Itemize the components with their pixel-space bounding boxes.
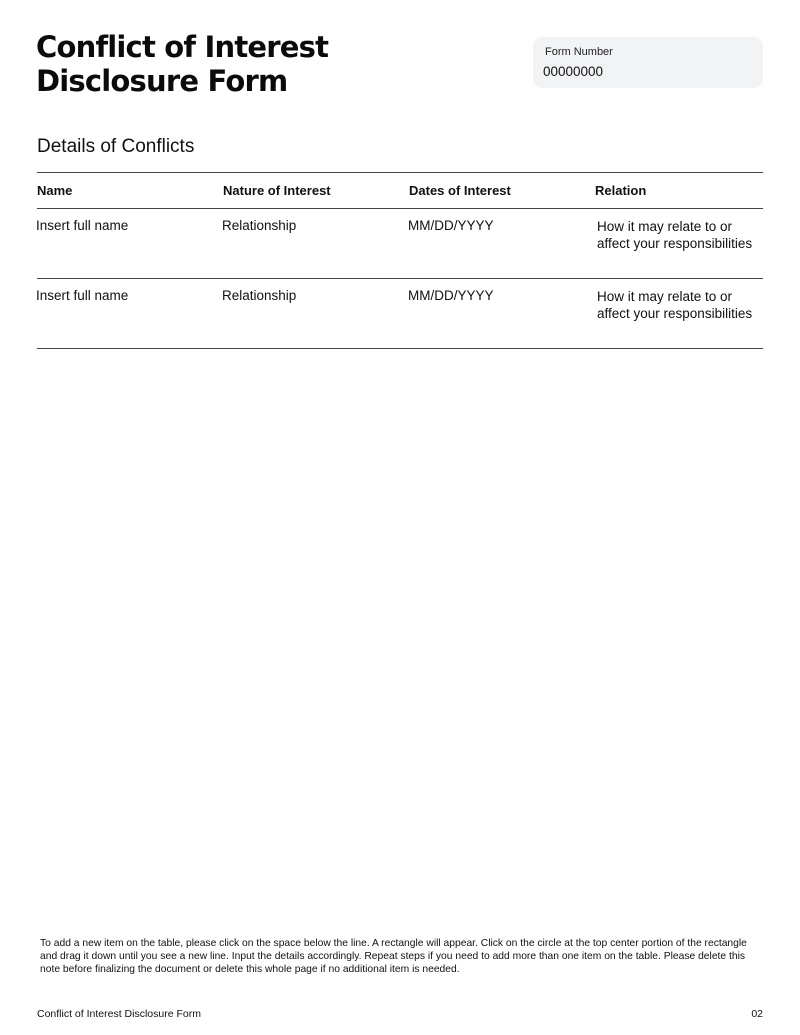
column-header-nature: Nature of Interest bbox=[223, 183, 331, 198]
page-number: 02 bbox=[751, 1008, 763, 1020]
page-title-line-2: Disclosure Form bbox=[36, 64, 288, 98]
cell-relation[interactable]: How it may relate to or affect your responsibilities bbox=[597, 219, 753, 251]
conflicts-table bbox=[37, 172, 763, 349]
cell-nature[interactable]: Relationship bbox=[222, 288, 297, 303]
page-title-line-1: Conflict of Interest bbox=[36, 30, 329, 64]
cell-name[interactable]: Insert full name bbox=[36, 288, 129, 303]
table-header-row bbox=[37, 173, 763, 209]
cell-dates[interactable]: MM/DD/YYYY bbox=[408, 288, 494, 303]
column-header-dates: Dates of Interest bbox=[409, 183, 511, 198]
cell-dates[interactable]: MM/DD/YYYY bbox=[408, 218, 494, 233]
table-row bbox=[37, 279, 763, 349]
form-number-value[interactable]: 00000000 bbox=[543, 64, 604, 79]
column-header-name: Name bbox=[37, 183, 73, 198]
form-number-label: Form Number bbox=[545, 46, 613, 58]
section-title: Details of Conflicts bbox=[37, 136, 195, 157]
cell-nature[interactable]: Relationship bbox=[222, 218, 297, 233]
cell-name[interactable]: Insert full name bbox=[36, 218, 129, 233]
column-header-relation: Relation bbox=[595, 183, 647, 198]
footer-title: Conflict of Interest Disclosure Form bbox=[37, 1008, 201, 1020]
page-title bbox=[36, 30, 456, 98]
cell-relation[interactable]: How it may relate to or affect your responsibilities bbox=[597, 289, 753, 321]
instruction-note: To add a new item on the table, please click on the space below the line. A rectangle will appear. Click on the circle at the top center portion of the rectangle and drag it down until you see a new line. Input the details accordingly. Repeat steps if you need to add more than one item on the table. Please delete this note before finalizing the document or delete this whole page if no additional item is needed. bbox=[40, 938, 747, 975]
form-number-field[interactable] bbox=[533, 37, 763, 88]
table-row bbox=[37, 209, 763, 279]
